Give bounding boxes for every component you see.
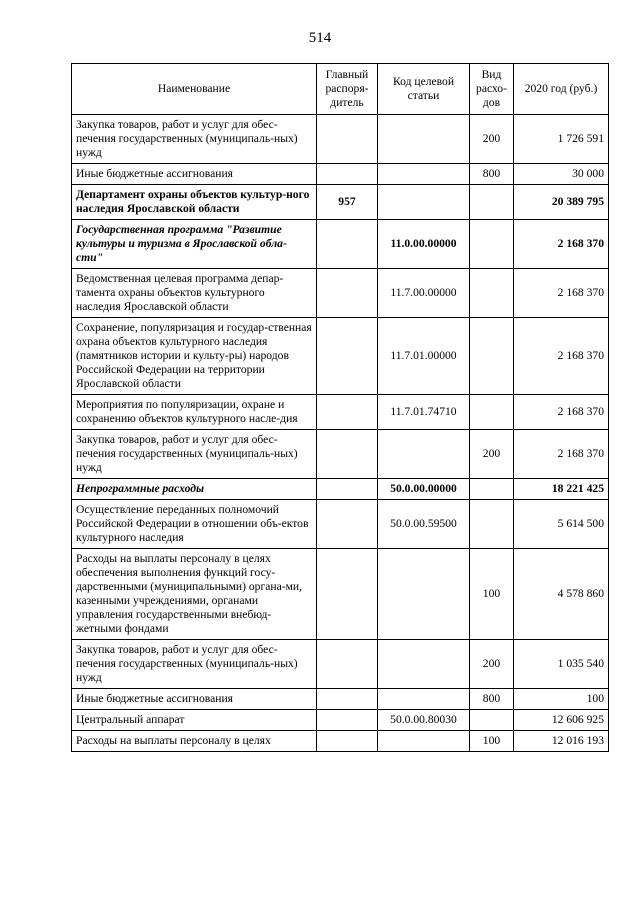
cell-name: Государственная программа "Развитие культуры и туризма в Ярославской обла-сти" [72, 220, 317, 269]
table-row [72, 318, 609, 395]
header-code: Код целевой статьи [378, 64, 470, 115]
cell-name: Непрограммные расходы [72, 479, 317, 500]
cell-code [378, 164, 470, 185]
cell-name: Закупка товаров, работ и услуг для обес-печения государственных (муниципаль-ных) нужд [72, 430, 317, 479]
cell-code [378, 430, 470, 479]
cell-name: Центральный аппарат [72, 710, 317, 731]
cell-kind [470, 318, 514, 395]
table-row [72, 731, 609, 752]
table-row [72, 185, 609, 220]
table-row [72, 395, 609, 430]
cell-admin [317, 164, 378, 185]
table-row [72, 640, 609, 689]
budget-table [71, 63, 609, 752]
cell-admin [317, 269, 378, 318]
cell-admin [317, 318, 378, 395]
header-kind: Вид расхо-дов [470, 64, 514, 115]
cell-kind: 100 [470, 549, 514, 640]
cell-amount: 5 614 500 [514, 500, 609, 549]
cell-kind [470, 479, 514, 500]
cell-name: Иные бюджетные ассигнования [72, 164, 317, 185]
table-row [72, 689, 609, 710]
cell-kind [470, 185, 514, 220]
cell-code: 11.7.01.00000 [378, 318, 470, 395]
table-row [72, 479, 609, 500]
cell-admin [317, 430, 378, 479]
cell-admin [317, 395, 378, 430]
cell-amount: 2 168 370 [514, 395, 609, 430]
table-row [72, 549, 609, 640]
cell-amount: 1 035 540 [514, 640, 609, 689]
cell-kind: 800 [470, 689, 514, 710]
cell-admin [317, 710, 378, 731]
cell-name: Иные бюджетные ассигнования [72, 689, 317, 710]
cell-name: Закупка товаров, работ и услуг для обес-печения государственных (муниципаль-ных) нужд [72, 640, 317, 689]
table-row [72, 500, 609, 549]
header-amount: 2020 год (руб.) [514, 64, 609, 115]
cell-code [378, 115, 470, 164]
cell-kind: 200 [470, 430, 514, 479]
cell-name: Ведомственная целевая программа депар-тамента охраны объектов культурного наследия Ярославской области [72, 269, 317, 318]
cell-kind [470, 220, 514, 269]
cell-code [378, 689, 470, 710]
cell-admin: 957 [317, 185, 378, 220]
page-number: 514 [308, 30, 332, 46]
cell-code [378, 549, 470, 640]
cell-kind: 200 [470, 115, 514, 164]
cell-code: 50.0.00.59500 [378, 500, 470, 549]
cell-kind: 200 [470, 640, 514, 689]
cell-amount: 2 168 370 [514, 430, 609, 479]
table-row [72, 430, 609, 479]
cell-admin [317, 689, 378, 710]
cell-amount: 12 016 193 [514, 731, 609, 752]
cell-code [378, 640, 470, 689]
cell-kind: 100 [470, 731, 514, 752]
cell-amount: 18 221 425 [514, 479, 609, 500]
cell-amount: 2 168 370 [514, 318, 609, 395]
cell-name: Расходы на выплаты персоналу в целях [72, 731, 317, 752]
table-row [72, 164, 609, 185]
cell-code: 11.7.00.00000 [378, 269, 470, 318]
cell-amount: 1 726 591 [514, 115, 609, 164]
table-row [72, 220, 609, 269]
table-row [72, 269, 609, 318]
cell-code: 50.0.00.80030 [378, 710, 470, 731]
cell-name: Расходы на выплаты персоналу в целях обеспечения выполнения функций госу-дарственными (муниципальными) органа-ми, казенными учреждениями, органами управления государственными внебюд-жетными фондами [72, 549, 317, 640]
cell-kind: 800 [470, 164, 514, 185]
cell-admin [317, 640, 378, 689]
cell-kind [470, 710, 514, 731]
cell-code: 11.7.01.74710 [378, 395, 470, 430]
cell-admin [317, 115, 378, 164]
cell-kind [470, 395, 514, 430]
cell-admin [317, 731, 378, 752]
table-row [72, 710, 609, 731]
cell-amount: 20 389 795 [514, 185, 609, 220]
cell-admin [317, 549, 378, 640]
cell-kind [470, 269, 514, 318]
cell-amount: 100 [514, 689, 609, 710]
cell-code [378, 731, 470, 752]
table-body [72, 115, 609, 752]
cell-amount: 30 000 [514, 164, 609, 185]
cell-admin [317, 479, 378, 500]
cell-name: Департамент охраны объектов культур-ного наследия Ярославской области [72, 185, 317, 220]
cell-name: Осуществление переданных полномочий Российской Федерации в отношении объ-ектов культурного наследия [72, 500, 317, 549]
header-name: Наименование [72, 64, 317, 115]
cell-admin [317, 220, 378, 269]
cell-code: 50.0.00.00000 [378, 479, 470, 500]
cell-amount: 2 168 370 [514, 269, 609, 318]
cell-amount: 12 606 925 [514, 710, 609, 731]
header-admin: Главный распоря-дитель [317, 64, 378, 115]
cell-admin [317, 500, 378, 549]
cell-name: Мероприятия по популяризации, охране и сохранению объектов культурного насле-дия [72, 395, 317, 430]
cell-code: 11.0.00.00000 [378, 220, 470, 269]
cell-name: Закупка товаров, работ и услуг для обес-печения государственных (муниципаль-ных) нужд [72, 115, 317, 164]
cell-name: Сохранение, популяризация и государ-ственная охрана объектов культурного наследия (памятников истории и культу-ры) народов Российской Федерации на территории Ярославской области [72, 318, 317, 395]
cell-code [378, 185, 470, 220]
table-row [72, 115, 609, 164]
cell-kind [470, 500, 514, 549]
cell-amount: 2 168 370 [514, 220, 609, 269]
cell-amount: 4 578 860 [514, 549, 609, 640]
table-header-row [72, 64, 609, 115]
